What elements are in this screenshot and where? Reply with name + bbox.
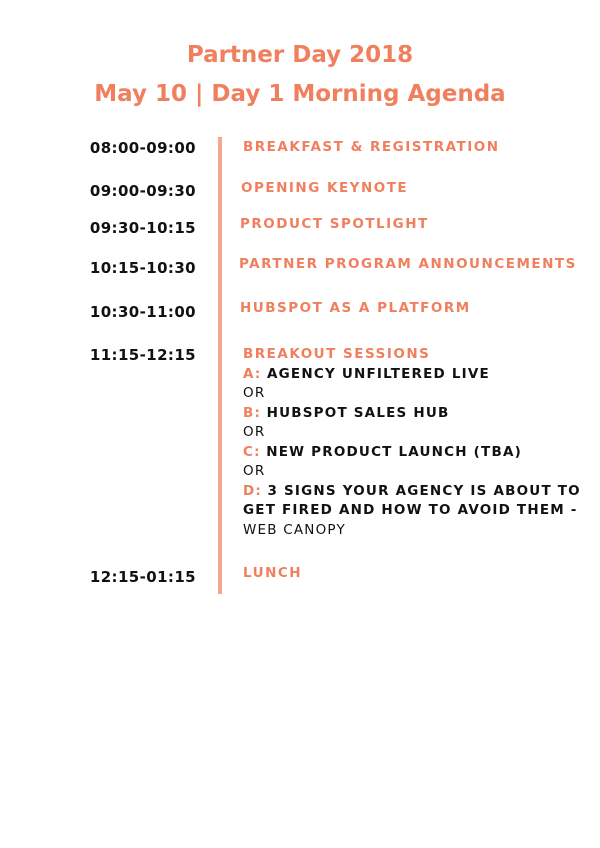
- agenda-session-platform: HUBSPOT AS A PLATFORM: [240, 300, 471, 316]
- timeline-divider: [218, 137, 222, 594]
- agenda-session-announcements: PARTNER PROGRAM ANNOUNCEMENTS: [239, 256, 577, 272]
- option-title-line1: 3 SIGNS YOUR AGENCY IS ABOUT TO: [267, 482, 581, 499]
- agenda-time-platform: 10:30-11:00: [89, 303, 196, 321]
- breakout-option-a: [243, 365, 588, 385]
- option-title-line2: GET FIRED AND HOW TO AVOID THEM -: [243, 502, 578, 518]
- agenda-session-lunch: LUNCH: [243, 565, 303, 581]
- breakout-option-b: [243, 404, 588, 424]
- breakout-option-d: [243, 482, 588, 502]
- option-letter: D:: [243, 482, 263, 499]
- agenda-time-breakouts: 11:15-12:15: [89, 346, 196, 364]
- agenda-session-spotlight: PRODUCT SPOTLIGHT: [240, 216, 429, 232]
- option-venue: WEB CANOPY: [243, 521, 346, 538]
- or-separator: OR: [243, 424, 266, 440]
- breakout-heading: BREAKOUT SESSIONS: [243, 346, 431, 362]
- agenda-time-lunch: 12:15-01:15: [89, 568, 196, 586]
- agenda-time-spotlight: 09:30-10:15: [89, 219, 196, 237]
- option-letter: A:: [243, 365, 262, 382]
- agenda-time-announcements: 10:15-10:30: [89, 259, 196, 277]
- option-letter: B:: [243, 404, 262, 421]
- or-separator: OR: [243, 463, 266, 479]
- agenda-time-breakfast: 08:00-09:00: [89, 139, 196, 157]
- breakout-sessions-block: [243, 345, 588, 540]
- agenda-session-keynote: OPENING KEYNOTE: [241, 180, 409, 196]
- page-subtitle: May 10 | Day 1 Morning Agenda: [94, 81, 506, 107]
- option-letter: C:: [243, 443, 261, 460]
- breakout-option-c: [243, 443, 588, 463]
- or-separator: OR: [243, 385, 266, 401]
- page-title: Partner Day 2018: [186, 42, 414, 68]
- agenda-session-breakfast: BREAKFAST & REGISTRATION: [243, 139, 500, 155]
- option-title: HUBSPOT SALES HUB: [266, 404, 450, 421]
- agenda-time-keynote: 09:00-09:30: [89, 182, 196, 200]
- option-title: AGENCY UNFILTERED LIVE: [267, 365, 490, 382]
- option-title: NEW PRODUCT LAUNCH (TBA): [266, 443, 522, 460]
